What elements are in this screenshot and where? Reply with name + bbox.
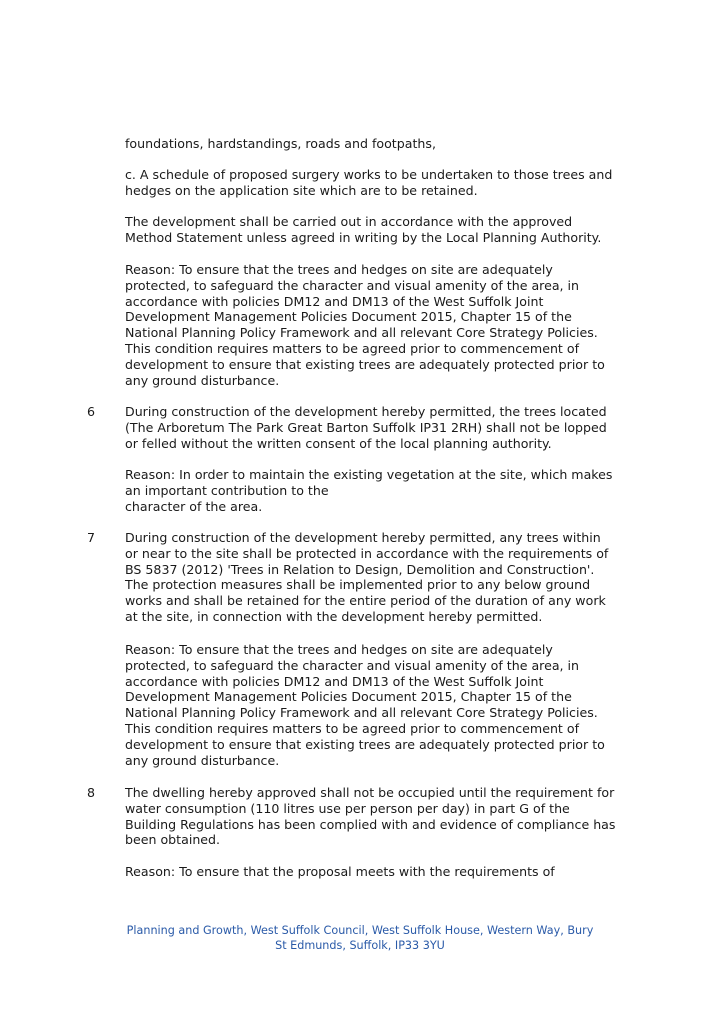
text-line: The dwelling hereby approved shall not be occupied until the requirement for <box>125 785 615 800</box>
text-line: development to ensure that existing trees are adequately protected prior to <box>125 356 605 372</box>
text-line: works and shall be retained for the entire period of the duration of any work <box>125 593 606 609</box>
text-line: Development Management Policies Document 2015, Chapter 15 of the <box>125 309 572 325</box>
text-line: Building Regulations has been complied with and evidence of compliance has <box>125 816 616 832</box>
condition-number: 7 <box>87 530 96 545</box>
text-line: The development shall be carried out in accordance with the approved <box>125 214 573 229</box>
text-line: protected, to safeguard the character and visual amenity of the area, in <box>125 277 580 293</box>
paragraph-surgery-works <box>125 167 645 199</box>
text-line: Reason: To ensure that the trees and hedges on site are adequately <box>125 262 553 277</box>
text-line: This condition requires matters to be agreed prior to commencement of <box>125 720 580 736</box>
page-footer-address <box>100 923 620 953</box>
condition-6-reason <box>125 467 645 514</box>
text-line: accordance with policies DM12 and DM13 of the West Suffolk Joint <box>125 293 544 309</box>
text-line: character of the area. <box>125 498 263 514</box>
paragraph-reason-trees-hedges <box>125 262 645 388</box>
text-line: This condition requires matters to be agreed prior to commencement of <box>125 340 580 356</box>
condition-8-text <box>125 785 645 848</box>
paragraph-foundations-continuation <box>125 136 645 152</box>
condition-6-text <box>125 404 645 451</box>
text-line: National Planning Policy Framework and all relevant Core Strategy Policies. <box>125 705 598 721</box>
text-line: at the site, in connection with the development hereby permitted. <box>125 608 543 624</box>
text-line: National Planning Policy Framework and all relevant Core Strategy Policies. <box>125 325 598 341</box>
text-line: accordance with policies DM12 and DM13 of the West Suffolk Joint <box>125 673 544 689</box>
text-line: During construction of the development hereby permitted, the trees located <box>125 404 607 419</box>
footer-line: St Edmunds, Suffolk, IP33 3YU <box>275 939 445 952</box>
text-line: an important contribution to the <box>125 482 329 498</box>
text-line: foundations, hardstandings, roads and footpaths, <box>125 136 436 151</box>
text-line: Development Management Policies Document 2015, Chapter 15 of the <box>125 689 572 705</box>
text-line: During construction of the development hereby permitted, any trees within <box>125 530 601 545</box>
condition-7-text <box>125 530 645 625</box>
text-line: or felled without the written consent of the local planning authority. <box>125 435 552 451</box>
footer-line: Planning and Growth, West Suffolk Council, West Suffolk House, Western Way, Bury <box>126 924 594 937</box>
condition-8-reason <box>125 864 645 880</box>
condition-number: 8 <box>87 785 96 800</box>
text-line: (The Arboretum The Park Great Barton Suffolk IP31 2RH) shall not be lopped <box>125 419 607 435</box>
text-line: Reason: To ensure that the trees and hedges on site are adequately <box>125 642 553 657</box>
condition-7-reason <box>125 642 645 768</box>
text-line: water consumption (110 litres use per person per day) in part G of the <box>125 800 570 816</box>
text-line: any ground disturbance. <box>125 752 280 768</box>
text-line: protected, to safeguard the character and visual amenity of the area, in <box>125 657 580 673</box>
text-line: Reason: In order to maintain the existing vegetation at the site, which makes <box>125 467 613 482</box>
text-line: Method Statement unless agreed in writing by the Local Planning Authority. <box>125 229 602 245</box>
text-line: Reason: To ensure that the proposal meets with the requirements of <box>125 864 555 879</box>
text-line: hedges on the application site which are to be retained. <box>125 182 478 198</box>
text-line: or near to the site shall be protected in accordance with the requirements of <box>125 545 609 561</box>
condition-number: 6 <box>87 404 96 419</box>
text-line: development to ensure that existing trees are adequately protected prior to <box>125 736 605 752</box>
paragraph-method-statement <box>125 214 645 246</box>
text-line: c. A schedule of proposed surgery works to be undertaken to those trees and <box>125 167 613 182</box>
text-line: The protection measures shall be implemented prior to any below ground <box>125 577 591 593</box>
text-line: been obtained. <box>125 832 221 848</box>
text-line: BS 5837 (2012) 'Trees in Relation to Design, Demolition and Construction'. <box>125 561 595 577</box>
text-line: any ground disturbance. <box>125 372 280 388</box>
